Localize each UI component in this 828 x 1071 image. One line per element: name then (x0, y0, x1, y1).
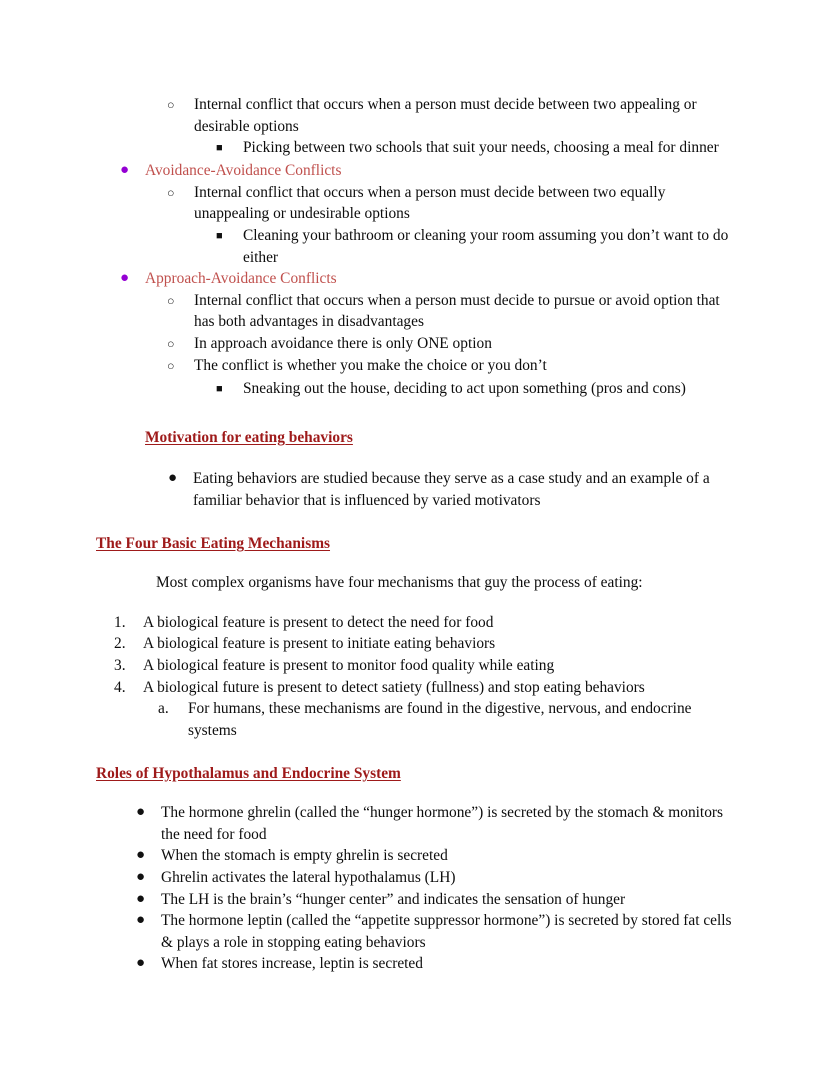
list-item-text: Eating behaviors are studied because they serve as a case study and an example of a familiar behavior that is influenced by varied motivators (193, 469, 710, 509)
list-item-text: Internal conflict that occurs when a person must decide to pursue or avoid option that has both advantages in disadvantages (194, 291, 720, 331)
disc-bullet-icon: ● (168, 469, 178, 486)
list-item (96, 802, 736, 845)
list-item (96, 867, 736, 889)
table-row (96, 698, 736, 741)
list-item-text: Picking between two schools that suit your needs, choosing a meal for dinner (243, 139, 719, 157)
list-item (96, 845, 736, 867)
section-heading-roles: Roles of Hypothalamus and Endocrine System (96, 765, 401, 783)
list-item (96, 94, 736, 137)
table-row (96, 677, 736, 699)
disc-bullet-icon: ● (136, 847, 146, 864)
list-letter: a. (158, 700, 169, 718)
square-bullet-icon: ■ (216, 229, 223, 242)
list-item-text: The hormone ghrelin (called the “hunger hormone”) is secreted by the stomach & monitors the need for food (161, 804, 724, 843)
list-item (96, 910, 736, 953)
disc-bullet-icon: ● (136, 804, 146, 821)
list-item-approach-avoidance (96, 268, 736, 290)
list-item-text: A biological future is present to detect satiety (fullness) and stop eating behaviors (143, 678, 645, 696)
list-item-text: The LH is the brain’s “hunger center” and indicates the sensation of hunger (161, 890, 626, 908)
list-item-text: The conflict is whether you make the choice or you don’t (194, 357, 547, 375)
table-row (96, 655, 736, 677)
list-item-text: For humans, these mechanisms are found in the digestive, nervous, and endocrine systems (188, 700, 692, 739)
disc-bullet-icon: ● (136, 955, 146, 972)
document-body (96, 94, 736, 975)
subheading-avoidance-avoidance: Avoidance-Avoidance Conflicts (145, 162, 342, 180)
list-item (96, 355, 736, 378)
list-item (96, 468, 736, 511)
list-item (96, 333, 736, 356)
table-row (96, 612, 736, 634)
list-item-text: When fat stores increase, leptin is secreted (161, 955, 423, 973)
section-heading-motivation: Motivation for eating behaviors (145, 428, 353, 446)
disc-bullet-icon: ● (120, 162, 130, 179)
disc-bullet-icon: ● (120, 270, 130, 287)
disc-bullet-icon: ● (136, 912, 146, 929)
list-item (96, 953, 736, 975)
list-number: 3. (114, 656, 126, 674)
list-number: 4. (114, 678, 126, 696)
list-item-text: A biological feature is present to initiate eating behaviors (143, 635, 496, 653)
list-item (96, 290, 736, 333)
disc-bullet-icon: ● (136, 869, 146, 886)
list-item-text: Internal conflict that occurs when a person must decide between two appealing or desirable options (194, 96, 697, 135)
list-number: 1. (114, 613, 126, 631)
list-item-avoidance-avoidance (96, 160, 736, 182)
list-item-text: Sneaking out the house, deciding to act upon something (pros and cons) (243, 379, 686, 397)
circle-bullet-icon: ○ (167, 185, 175, 200)
square-bullet-icon: ■ (216, 382, 223, 395)
list-item (96, 137, 736, 160)
list-item (96, 378, 736, 401)
table-row (96, 633, 736, 655)
circle-bullet-icon: ○ (167, 336, 175, 351)
circle-bullet-icon: ○ (167, 98, 175, 112)
list-item (96, 889, 736, 911)
list-number: 2. (114, 635, 126, 653)
list-item-text: Cleaning your bathroom or cleaning your room assuming you don’t want to do either (243, 226, 729, 266)
section-heading-four-mechanisms-row (96, 533, 736, 554)
section-heading-motivation-row (96, 427, 736, 448)
subheading-approach-avoidance: Approach-Avoidance Conflicts (145, 270, 337, 288)
section-heading-roles-row (96, 763, 736, 784)
square-bullet-icon: ■ (216, 142, 223, 155)
disc-bullet-icon: ● (136, 890, 146, 907)
list-item-text: A biological feature is present to monitor food quality while eating (143, 656, 555, 674)
paragraph-four-mechanisms-intro: Most complex organisms have four mechanisms that guy the process of eating: (156, 574, 643, 592)
list-item (96, 225, 736, 268)
list-item-text: The hormone leptin (called the “appetite suppressor hormone”) is secreted by stored fat cells & plays a role in stopping eating behaviors (161, 912, 732, 951)
list-item (96, 182, 736, 225)
list-item-text: When the stomach is empty ghrelin is secreted (161, 847, 448, 865)
section-heading-four-mechanisms: The Four Basic Eating Mechanisms (96, 535, 331, 553)
list-item-text: Ghrelin activates the lateral hypothalamus (LH) (161, 869, 456, 887)
list-item-text: Internal conflict that occurs when a person must decide between two equally unappealing or undesirable options (194, 183, 666, 223)
list-item-text: A biological feature is present to detect the need for food (143, 613, 494, 631)
circle-bullet-icon: ○ (167, 293, 175, 308)
circle-bullet-icon: ○ (167, 359, 175, 374)
list-item-text: In approach avoidance there is only ONE option (194, 334, 492, 352)
